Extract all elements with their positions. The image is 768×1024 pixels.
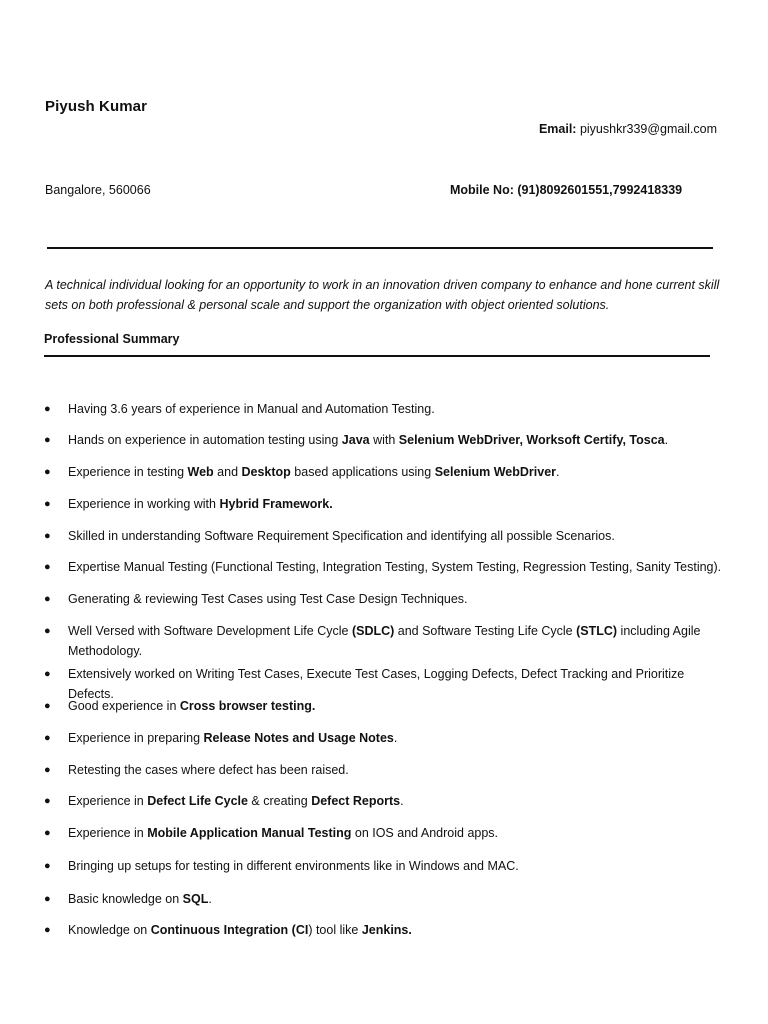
bold-text: Desktop <box>241 465 291 479</box>
bullet-icon: ● <box>44 924 51 936</box>
bullet-icon: ● <box>44 764 51 776</box>
bold-text: Release Notes and Usage Notes <box>203 731 394 745</box>
summary-item-text <box>68 430 728 450</box>
bullet-icon: ● <box>44 466 51 478</box>
email-value: piyushkr339@gmail.com <box>576 122 717 136</box>
text-run: on IOS and Android apps. <box>351 826 499 840</box>
bold-text: Web <box>187 465 214 479</box>
bullet-icon: ● <box>44 732 51 744</box>
bold-text: SQL <box>182 892 209 906</box>
address: Bangalore, 560066 <box>45 183 151 197</box>
bullet-icon: ● <box>44 530 51 542</box>
summary-item-text <box>68 589 728 609</box>
candidate-name: Piyush Kumar <box>45 98 148 115</box>
text-run: Basic knowledge on <box>68 892 183 906</box>
text-run: Having 3.6 years of experience in Manual and Automation Testing. <box>68 402 435 416</box>
bullet-icon: ● <box>44 668 51 680</box>
summary-item-text <box>68 494 728 514</box>
text-run: Skilled in understanding Software Requirement Specification and identifying all possible Scenarios. <box>68 529 615 543</box>
text-run: Generating & reviewing Test Cases using Test Case Design Techniques. <box>68 592 468 606</box>
bullet-icon: ● <box>44 860 51 872</box>
text-run: . <box>664 433 669 447</box>
text-run: including Agile Methodology. <box>68 624 701 658</box>
summary-item-text <box>68 823 728 843</box>
bold-text: Cross browser testing. <box>179 699 316 713</box>
text-run: . <box>400 794 404 808</box>
summary-item-text <box>68 889 728 909</box>
text-run: Knowledge on <box>68 923 151 937</box>
bullet-icon: ● <box>44 700 51 712</box>
bullet-icon: ● <box>44 403 51 415</box>
text-run: Good experience in <box>68 699 180 713</box>
bold-text: Mobile Application Manual Testing <box>147 826 352 840</box>
text-run: & creating <box>247 794 312 808</box>
text-run: . <box>556 465 560 479</box>
bullet-icon: ● <box>44 498 51 510</box>
summary-item-text <box>68 557 728 577</box>
bold-text: Hybrid Framework. <box>219 497 333 511</box>
bullet-icon: ● <box>44 625 51 637</box>
text-run: ) tool like <box>308 923 362 937</box>
bold-text: (SDLC) <box>351 624 395 638</box>
text-run: . <box>393 731 398 745</box>
bullet-icon: ● <box>44 434 51 446</box>
email-line <box>539 122 717 136</box>
bold-text: Jenkins. <box>361 923 412 937</box>
bold-text: (STLC) <box>576 624 618 638</box>
text-run: Expertise Manual Testing (Functional Testing, Integration Testing, System Testing, Regression Testing, Sanity Testing). <box>68 560 722 574</box>
text-run: Experience in <box>68 826 148 840</box>
text-run: Extensively worked on Writing Test Cases, Execute Test Cases, Logging Defects, Defect Tracking and Prioritize Defects. <box>68 667 685 701</box>
bold-text: Selenium WebDriver, Worksoft Certify, Tosca <box>398 433 665 447</box>
summary-item-text <box>68 856 728 876</box>
bold-text: Defect Life Cycle <box>147 794 248 808</box>
text-run: and Software Testing Life Cycle <box>394 624 577 638</box>
text-run: Experience in working with <box>68 497 220 511</box>
career-objective: A technical individual looking for an opportunity to work in an innovation driven company to enhance and hone current skill sets on both professional & personal scale and support the organization with object oriented solutions. <box>45 278 720 312</box>
summary-item-text <box>68 728 728 748</box>
summary-item-text <box>68 791 728 811</box>
text-run: based applications using <box>290 465 435 479</box>
bold-text: Continuous Integration (CI <box>150 923 309 937</box>
bold-text: Java <box>341 433 370 447</box>
summary-item-text <box>68 621 728 661</box>
section-divider <box>44 355 710 357</box>
text-run: Retesting the cases where defect has been raised. <box>68 763 349 777</box>
text-run: Well Versed with Software Development Life Cycle <box>68 624 352 638</box>
bullet-icon: ● <box>44 593 51 605</box>
text-run: Experience in <box>68 794 148 808</box>
bold-text: Defect Reports <box>311 794 401 808</box>
bullet-icon: ● <box>44 893 51 905</box>
summary-item-text <box>68 399 728 419</box>
text-run: Experience in preparing <box>68 731 204 745</box>
text-run: Experience in testing <box>68 465 188 479</box>
text-run: Bringing up setups for testing in different environments like in Windows and MAC. <box>68 859 519 873</box>
bullet-icon: ● <box>44 561 51 573</box>
summary-item-text <box>68 462 728 482</box>
bullet-icon: ● <box>44 827 51 839</box>
summary-item-text <box>68 920 728 940</box>
text-run: . <box>208 892 212 906</box>
email-label: Email: <box>538 122 577 136</box>
text-run: with <box>369 433 399 447</box>
text-run: Hands on experience in automation testing using <box>68 433 342 447</box>
bullet-icon: ● <box>44 795 51 807</box>
summary-item-text <box>68 696 728 716</box>
summary-item-text <box>68 526 728 546</box>
summary-item-text <box>68 760 728 780</box>
mobile-number: Mobile No: (91)8092601551,7992418339 <box>450 183 683 197</box>
header-divider <box>47 247 713 249</box>
bold-text: Selenium WebDriver <box>434 465 557 479</box>
text-run: and <box>213 465 242 479</box>
section-title-professional-summary: Professional Summary <box>44 332 180 346</box>
